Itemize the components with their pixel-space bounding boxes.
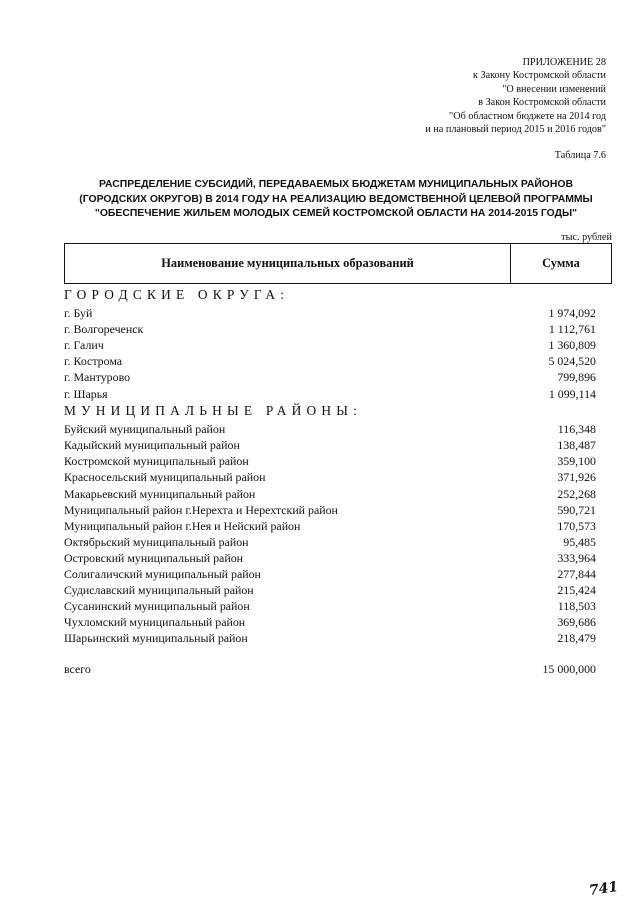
title-line: РАСПРЕДЕЛЕНИЕ СУБСИДИЙ, ПЕРЕДАВАЕМЫХ БЮДЖЕТАМ МУНИЦИПАЛЬНЫХ РАЙОНОВ xyxy=(99,179,573,190)
municipality-name: Октябрьский муниципальный район xyxy=(64,534,249,549)
municipality-name: Красносельский муниципальный район xyxy=(64,470,266,485)
subsidy-amount: 5 024,520 xyxy=(548,354,596,369)
total-row xyxy=(64,662,596,678)
table-row xyxy=(64,454,596,470)
subsidy-amount: 359,100 xyxy=(557,454,596,469)
table-row xyxy=(64,354,596,370)
table-row xyxy=(64,470,596,486)
municipality-name: г. Буй xyxy=(64,306,93,320)
municipality-name: Костромской муниципальный район xyxy=(64,454,249,469)
appendix-line: ПРИЛОЖЕНИЕ 28 xyxy=(522,57,606,68)
subsidy-amount: 215,424 xyxy=(557,583,596,598)
table-row xyxy=(64,306,596,322)
table-header xyxy=(64,243,612,284)
units-label: тыс. рублей xyxy=(561,232,612,243)
municipality-name: Шарьинский муниципальный район xyxy=(64,631,248,646)
appendix-line: и на плановый период 2015 и 2016 годов" xyxy=(425,124,606,136)
table-row xyxy=(64,338,596,354)
municipality-name: Островский муниципальный район xyxy=(64,550,244,565)
section-title: МУНИЦИПАЛЬНЫЕ РАЙОНЫ: xyxy=(64,403,363,419)
municipality-name: Муниципальный район г.Нея и Нейский район xyxy=(64,518,301,533)
title-line: "ОБЕСПЕЧЕНИЕ ЖИЛЬЕМ МОЛОДЫХ СЕМЕЙ КОСТРОМСКОЙ ОБЛАСТИ НА 2014-2015 ГОДЫ" xyxy=(94,208,578,219)
municipality-name: г. Шарья xyxy=(64,386,108,401)
subsidy-amount: 369,686 xyxy=(557,615,596,630)
subsidy-amount: 95,485 xyxy=(563,534,596,549)
table-row xyxy=(64,387,596,403)
section-title: ГОРОДСКИЕ ОКРУГА: xyxy=(64,287,290,302)
table-row xyxy=(64,567,596,583)
table-row xyxy=(64,438,596,454)
table-row xyxy=(64,615,596,631)
table-row xyxy=(64,583,596,599)
subsidy-amount: 1 112,761 xyxy=(548,322,596,337)
appendix-line: "Об областном бюджете на 2014 год xyxy=(449,110,606,122)
municipality-name: Солигаличский муниципальный район xyxy=(64,567,261,581)
subsidy-amount: 170,573 xyxy=(557,518,596,533)
table-row xyxy=(64,422,596,438)
municipality-name: Судиславский муниципальный район xyxy=(64,583,254,598)
table-row xyxy=(64,599,596,615)
document-title xyxy=(50,178,622,222)
appendix-line: "О внесении изменений xyxy=(502,83,606,95)
municipality-name: Чухломский муниципальный район xyxy=(64,615,246,630)
municipality-name: Муниципальный район г.Нерехта и Нерехтский район xyxy=(64,502,338,517)
subsidy-amount: 1 099,114 xyxy=(548,386,596,401)
municipality-name: г. Волгореченск xyxy=(64,322,144,337)
subsidy-amount: 277,844 xyxy=(557,567,596,581)
municipality-name: г. Галич xyxy=(64,338,104,353)
table-number: Таблица 7.6 xyxy=(554,150,606,161)
title-line: (ГОРОДСКИХ ОКРУГОВ) В 2014 ГОДУ НА РЕАЛИЗАЦИЮ ВЕДОМСТВЕННОЙ ЦЕЛЕВОЙ ПРОГРАММЫ xyxy=(79,193,593,205)
subsidy-amount: 252,268 xyxy=(557,486,596,501)
table-row xyxy=(64,535,596,551)
subsidy-amount: 371,926 xyxy=(557,470,596,485)
page-number: 741 xyxy=(587,879,619,899)
municipality-name: Макарьевский муниципальный район xyxy=(64,486,256,501)
subsidy-amount: 116,348 xyxy=(557,422,596,437)
table-row xyxy=(64,322,596,338)
table-row xyxy=(64,631,596,647)
subsidy-amount: 333,964 xyxy=(557,550,596,565)
subsidy-amount: 218,479 xyxy=(557,631,596,646)
municipality-name: Кадыйский муниципальный район xyxy=(64,438,240,453)
subsidy-amount: 799,896 xyxy=(557,370,596,385)
municipality-name: г. Мантурово xyxy=(64,370,131,385)
subsidy-amount: 590,721 xyxy=(557,502,596,517)
appendix-header xyxy=(266,56,606,136)
subsidy-amount: 1 974,092 xyxy=(548,306,596,320)
total-label: всего xyxy=(64,661,91,676)
table-row xyxy=(64,487,596,503)
table-row xyxy=(64,519,596,535)
municipality-name: Сусанинский муниципальный район xyxy=(64,599,250,614)
municipality-name: г. Кострома xyxy=(64,354,123,369)
municipality-name: Буйский муниципальный район xyxy=(64,422,226,437)
column-header-name: Наименование муниципальных образований xyxy=(65,244,511,283)
appendix-line: в Закон Костромской области xyxy=(478,97,606,109)
table-row xyxy=(64,503,596,519)
table-row xyxy=(64,370,596,386)
subsidy-amount: 118,503 xyxy=(557,599,596,614)
subsidy-amount: 138,487 xyxy=(557,438,596,453)
subsidy-amount: 1 360,809 xyxy=(548,338,596,353)
table-row xyxy=(64,551,596,567)
appendix-line: к Закону Костромской области xyxy=(472,70,606,82)
column-header-sum: Сумма xyxy=(542,256,580,270)
total-amount: 15 000,000 xyxy=(542,661,596,676)
